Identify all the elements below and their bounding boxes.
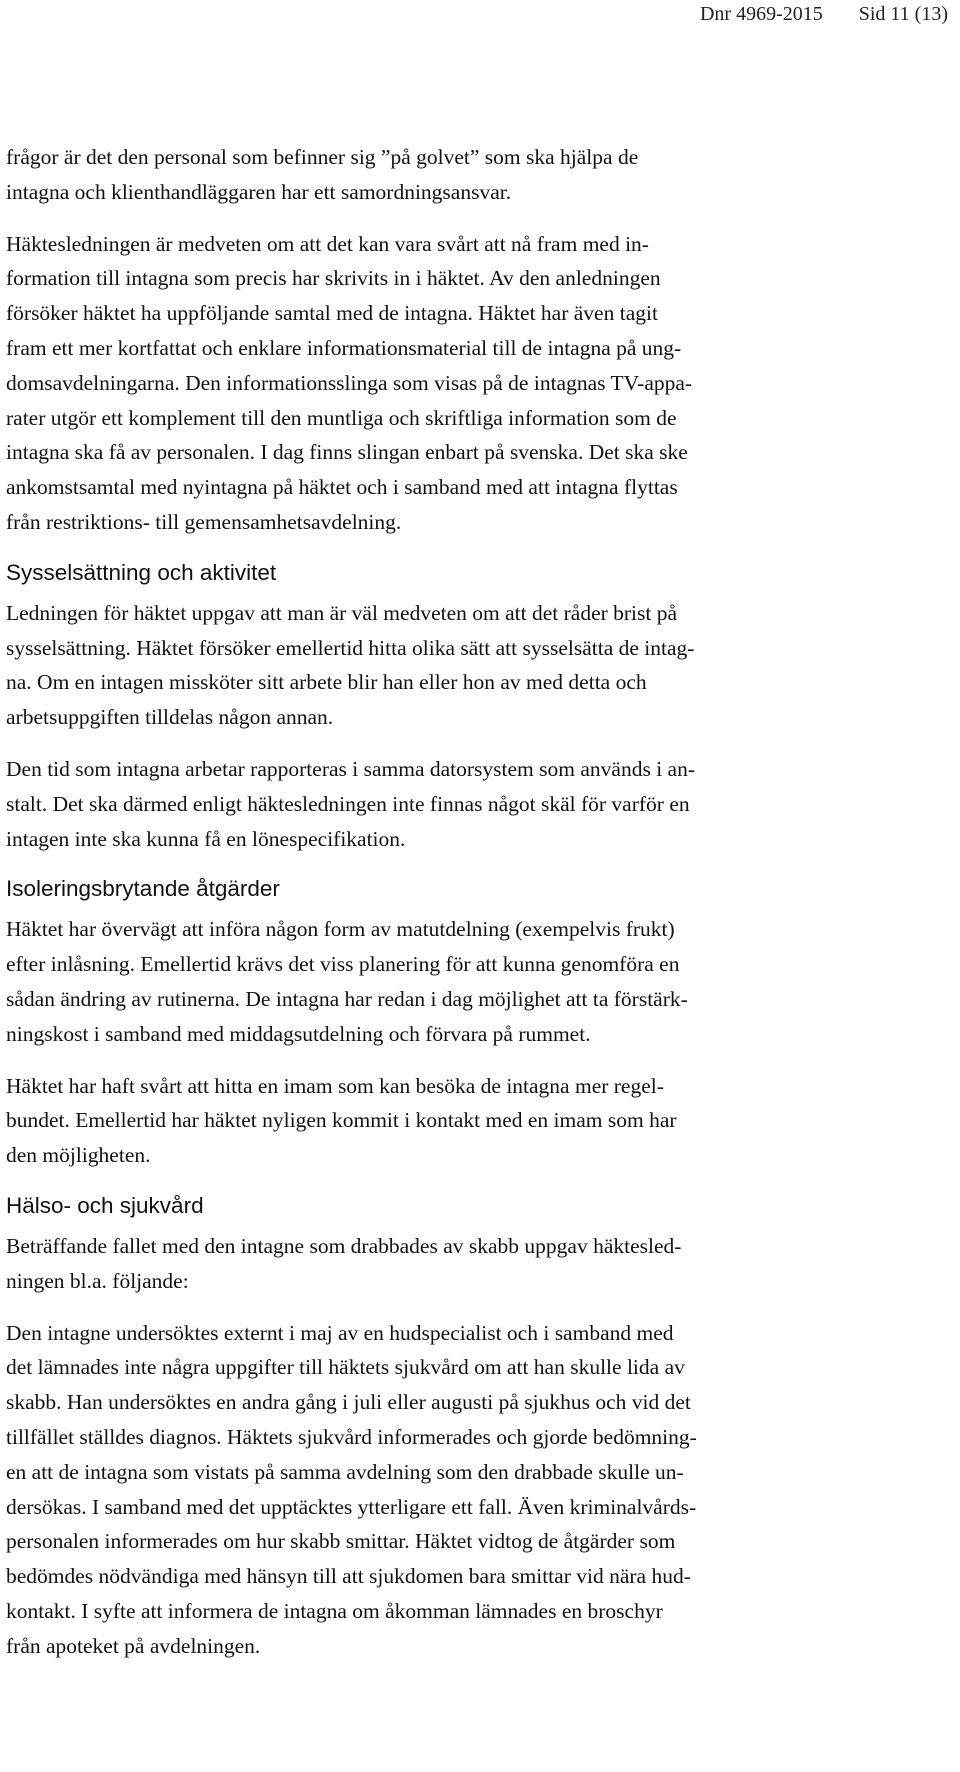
- page-header: [0, 0, 948, 28]
- text-line: Häktesledningen är medveten om att det kan vara svårt att nå fram med in-: [6, 231, 649, 256]
- text-line: det lämnades inte några uppgifter till häktets sjukvård om att han skulle lida av: [6, 1355, 685, 1380]
- text-line: Den tid som intagna arbetar rapporteras i samma datorsystem som används i an-: [6, 756, 695, 781]
- text-line: stalt. Det ska därmed enligt häktesledningen inte finnas något skäl för varför en: [6, 791, 690, 816]
- document-reference: Dnr 4969-2015: [699, 3, 823, 25]
- text-line: ankomstsamtal med nyintagna på häktet och i samband med att intagna flyttas: [6, 475, 678, 500]
- section-heading-employment: Sysselsättning och aktivitet: [6, 559, 277, 585]
- text-line: intagen inte ska kunna få en lönespecifikation.: [6, 826, 406, 851]
- text-line: tillfället ställdes diagnos. Häktets sjukvård informerades och gjorde bedömning-: [6, 1424, 697, 1449]
- text-line: intagna och klienthandläggaren har ett samordningsansvar.: [6, 179, 512, 204]
- text-line: skabb. Han undersöktes en andra gång i juli eller augusti på sjukhus och vid det: [6, 1390, 691, 1415]
- section-heading-isolation: Isoleringsbrytande åtgärder: [6, 876, 280, 902]
- isolation-paragraph-1: [6, 912, 856, 1051]
- text-line: sådan ändring av rutinerna. De intagna har redan i dag möjlighet att ta förstärk-: [6, 986, 688, 1011]
- text-line: na. Om en intagen missköter sitt arbete blir han eller hon av med detta och: [6, 670, 647, 695]
- text-line: ningen bl.a. följande:: [6, 1268, 189, 1293]
- text-line: arbetsuppgiften tilldelas någon annan.: [6, 705, 334, 730]
- page-number: Sid 11 (13): [858, 3, 948, 25]
- healthcare-paragraph-2: [6, 1316, 856, 1664]
- document-body: [6, 140, 856, 1663]
- text-line: frågor är det den personal som befinner sig ”på golvet” som ska hjälpa de: [6, 145, 639, 169]
- text-line: Den intagne undersöktes externt i maj av en hudspecialist och i samband med: [6, 1320, 674, 1345]
- text-line: den möjligheten.: [6, 1143, 151, 1168]
- text-line: fram ett mer kortfattat och enklare informationsmaterial till de intagna på ung-: [6, 335, 682, 360]
- text-line: bundet. Emellertid har häktet nyligen kommit i kontakt med en imam som har: [6, 1108, 677, 1133]
- text-line: personalen informerades om hur skabb smittar. Häktet vidtog de åtgärder som: [6, 1529, 676, 1554]
- text-line: Beträffande fallet med den intagne som drabbades av skabb uppgav häktesled-: [6, 1233, 682, 1258]
- isolation-paragraph-2: [6, 1069, 856, 1173]
- text-line: dersökas. I samband med det upptäcktes ytterligare ett fall. Även kriminalvårds-: [6, 1494, 697, 1519]
- intro-paragraph-2: [6, 227, 856, 540]
- text-line: efter inlåsning. Emellertid krävs det viss planering för att kunna genomföra en: [6, 952, 680, 977]
- text-line: bedömdes nödvändiga med hänsyn till att sjukdomen bara smittar vid nära hud-: [6, 1564, 691, 1589]
- text-line: rater utgör ett komplement till den muntliga och skriftliga information som de: [6, 405, 677, 430]
- text-line: ningskost i samband med middagsutdelning och förvara på rummet.: [6, 1021, 591, 1046]
- text-line: sysselsättning. Häktet försöker emellertid hitta olika sätt att sysselsätta de intag-: [6, 635, 695, 660]
- intro-paragraph-1: [6, 140, 856, 210]
- text-line: Häktet har övervägt att införa någon form av matutdelning (exempelvis frukt): [6, 917, 675, 942]
- employment-paragraph-2: [6, 752, 856, 856]
- text-line: domsavdelningarna. Den informationsslinga som visas på de intagnas TV-appa-: [6, 370, 693, 395]
- text-line: kontakt. I syfte att informera de intagna om åkomman lämnades en broschyr: [6, 1598, 663, 1623]
- text-line: Häktet har haft svårt att hitta en imam som kan besöka de intagna mer regel-: [6, 1073, 664, 1098]
- text-line: Ledningen för häktet uppgav att man är väl medveten om att det råder brist på: [6, 600, 678, 625]
- text-line: från apoteket på avdelningen.: [6, 1633, 261, 1658]
- text-line: formation till intagna som precis har skrivits in i häktet. Av den anledningen: [6, 266, 661, 291]
- text-line: en att de intagna som vistats på samma avdelning som den drabbade skulle un-: [6, 1459, 684, 1484]
- section-heading-healthcare: Hälso- och sjukvård: [6, 1192, 204, 1218]
- healthcare-paragraph-1: [6, 1229, 856, 1299]
- text-line: intagna ska få av personalen. I dag finns slingan enbart på svenska. Det ska ske: [6, 440, 688, 465]
- text-line: från restriktions- till gemensamhetsavdelning.: [6, 509, 402, 534]
- text-line: försöker häktet ha uppföljande samtal med de intagna. Häktet har även tagit: [6, 301, 658, 326]
- employment-paragraph-1: [6, 596, 856, 735]
